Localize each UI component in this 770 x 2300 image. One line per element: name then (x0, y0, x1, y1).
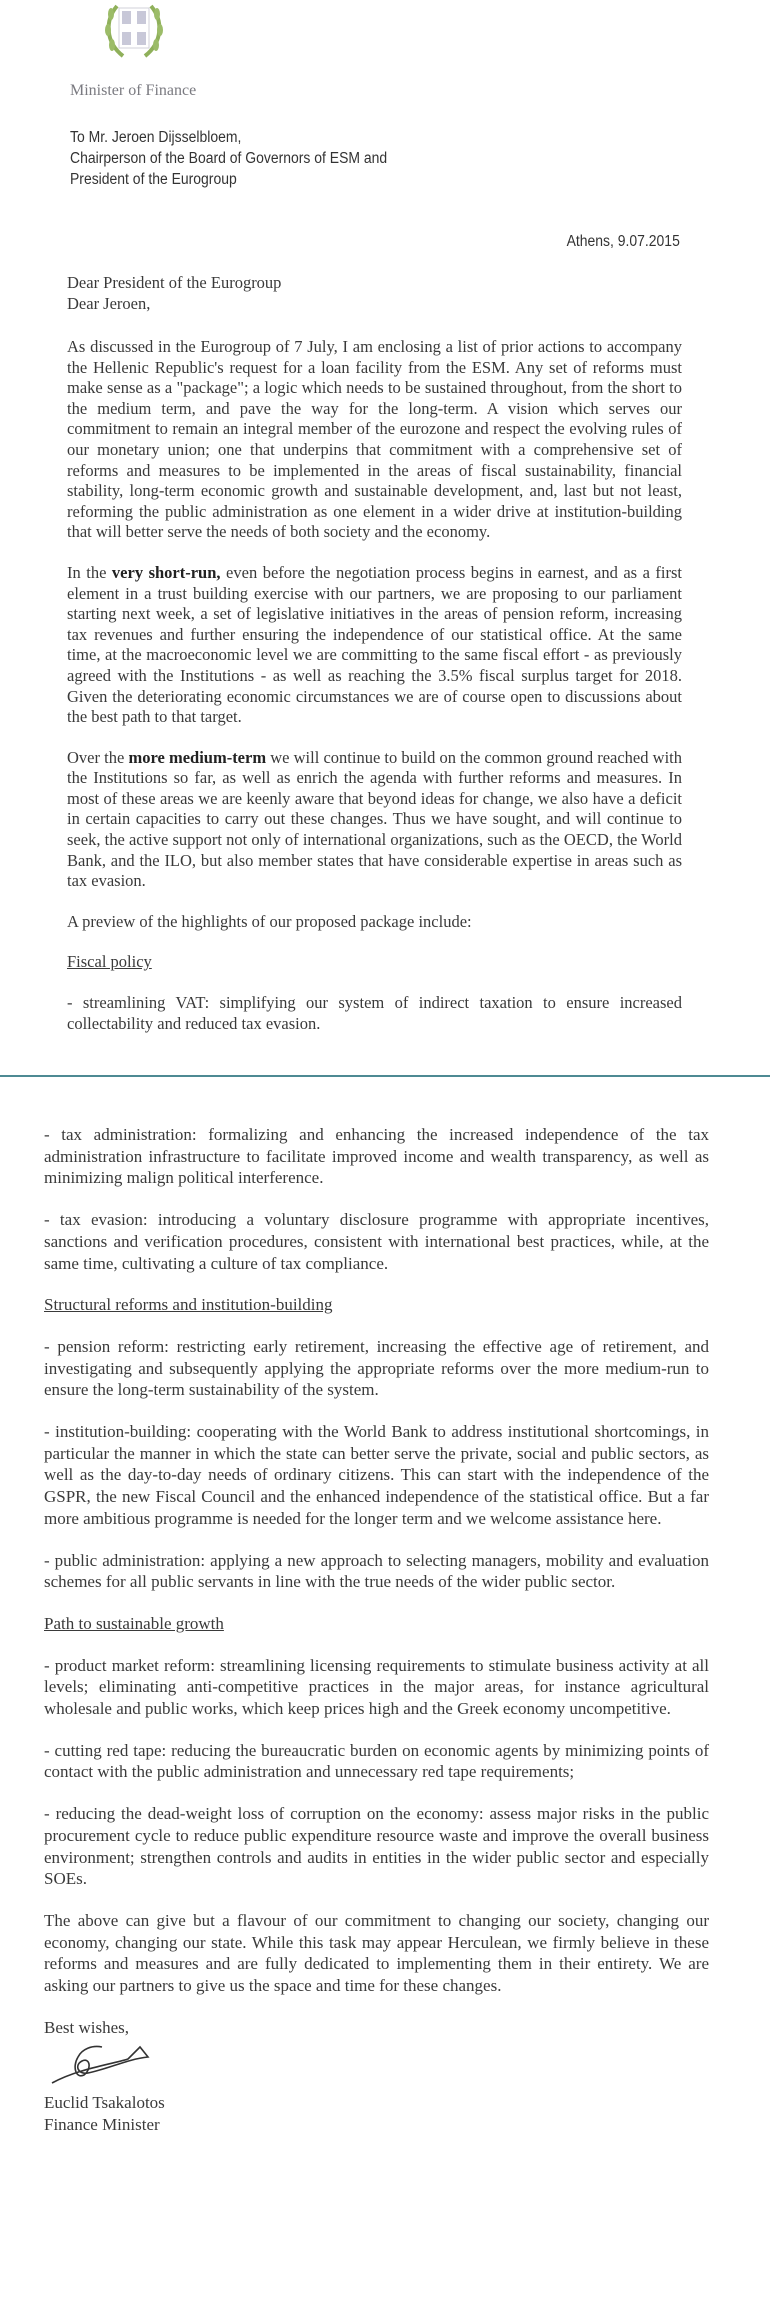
list-item: - public administration: applying a new approach to selecting managers, mobility and evaluation schemes for all public servants in line with the true needs of the wider public sector. (44, 1550, 709, 1592)
emphasis: more medium-term (128, 747, 267, 767)
signer-title: Finance Minister (44, 2114, 160, 2134)
salutation-line: Dear Jeroen, (67, 294, 151, 313)
signature-icon (48, 2039, 158, 2087)
letter-body-page-1 (67, 337, 682, 1054)
list-item: - product market reform: streamlining licensing requirements to stimulate business activity at all levels; eliminating anti-competitive practices in the major areas, for instance agricultural wholesale and public works, which keep prices high and the Greek economy uncompetitive. (44, 1655, 709, 1719)
list-item: - streamlining VAT: simplifying our system of indirect taxation to ensure increased collectability and reduced tax evasion. (67, 993, 682, 1033)
paragraph-short-run (67, 563, 682, 728)
text: Over the (67, 747, 129, 767)
recipient-line: President of the Eurogroup (70, 171, 237, 188)
paragraph-intro: As discussed in the Eurogroup of 7 July, I am enclosing a list of prior actions to accompany the Hellenic Republic's request for a loan facility from the ESM. Any set of reforms must make sense as a "package"; a logic which needs to be sustained throughout, from the short to the medium term, and pave the way for the long-term. A vision which serves our commitment to remain an integral member of the eurozone and respect the evolving rules of our monetary union; one that underpins that commitment with a comprehensive set of reforms and measures to be implemented in the areas of fiscal sustainability, financial stability, long-term economic growth and sustainable development, and, last but not least, reforming the public administration as one element in a wider drive at institution-building that will better serve the needs of both society and the economy. (67, 337, 682, 542)
recipient-line: To Mr. Jeroen Dijsselbloem, (70, 129, 242, 146)
text: we will continue to build on the common ground reached with the Institutions so far, as well as enrich the agenda with further reforms and measures. In most of these areas we are keenly aware that beyond ideas for change, we also have a deficit in certain capacities to carry out these changes. Thus we have sought, and will continue to seek, the active support not only of international organizations, such as the OECD, the World Bank, and the ILO, but also member states that have considerable expertise in areas such as tax evasion. (67, 747, 682, 891)
section-heading-fiscal: Fiscal policy (67, 952, 152, 972)
salutation-line: Dear President of the Eurogroup (67, 273, 282, 292)
letter-body-page-2 (44, 1124, 709, 2136)
paragraph-medium-term (67, 748, 682, 892)
recipient-line: Chairperson of the Board of Governors of ESM and (70, 150, 388, 167)
ministry-label: Minister of Finance (70, 82, 197, 99)
list-item: - cutting red tape: reducing the bureaucratic burden on economic agents by minimizing points of contact with the public administration and unnecessary red tape requirements; (44, 1740, 709, 1782)
greek-emblem-icon (103, 0, 165, 60)
list-item: - tax administration: formalizing and enhancing the increased independence of the tax administration infrastructure to facilitate improved income and wealth transparency, as well as minimizing malign political interference. (44, 1125, 709, 1188)
section-heading-growth: Path to sustainable growth (44, 1613, 224, 1633)
section-heading-structural: Structural reforms and institution-building (44, 1295, 333, 1315)
salutation (67, 272, 281, 314)
emphasis: very short-run, (111, 562, 221, 582)
recipient-address (70, 127, 387, 190)
list-item: - reducing the dead-weight loss of corruption on the economy: assess major risks in the public procurement cycle to reduce public expenditure resource waste and improve the overall business environment; strengthen controls and audits in entities in the wider public sector and especially SOEs. (44, 1804, 709, 1889)
list-item: - institution-building: cooperating with the World Bank to address institutional shortcomings, in particular the manner in which the state can better serve the private, social and public sectors, as well as the day-to-day needs of ordinary citizens. This can start with the independence of the GSPR, the new Fiscal Council and the enhanced independence of the statistical office. But a far more ambitious programme is needed for the longer term and we welcome assistance here. (44, 1422, 709, 1528)
letter-page-1 (0, 0, 770, 1075)
page-divider (0, 1075, 770, 1077)
paragraph-conclusion: The above can give but a flavour of our commitment to changing our society, changing our economy, changing our state. While this task may appear Herculean, we firmly believe in these reforms and measures and are fully dedicated to implementing them in their entirety. We are asking our partners to give us the space and time for these changes. (44, 1910, 709, 1996)
signer-name: Euclid Tsakalotos (44, 2093, 165, 2113)
closing: Best wishes, (44, 2017, 129, 2037)
letter-page-2 (0, 1078, 770, 2300)
text: In the (67, 562, 112, 582)
paragraph-preview: A preview of the highlights of our proposed package include: (67, 911, 472, 931)
letter-date: Athens, 9.07.2015 (566, 233, 680, 250)
list-item: - tax evasion: introducing a voluntary disclosure programme with appropriate incentives, sanctions and verification procedures, consistent with international best practices, while, at the same time, cultivating a culture of tax compliance. (44, 1210, 709, 1273)
list-item: - pension reform: restricting early retirement, increasing the effective age of retirement, and investigating and subsequently applying the appropriate reforms over the more medium-run to ensure the long-term sustainability of the system. (44, 1336, 709, 1400)
text: even before the negotiation process begins in earnest, and as a first element in a trust building exercise with our partners, we are proposing to our parliament starting next week, a set of legislative initiatives in the areas of pension reform, increasing tax revenues and further ensuring the independence of our statistical office. At the same time, at the macroeconomic level we are committing to the same fiscal effort - as previously agreed with the Institutions - as well as reaching the 3.5% fiscal surplus target for 2018. Given the deteriorating economic circumstances we are of course open to discussions about the best path to that target. (67, 562, 683, 727)
